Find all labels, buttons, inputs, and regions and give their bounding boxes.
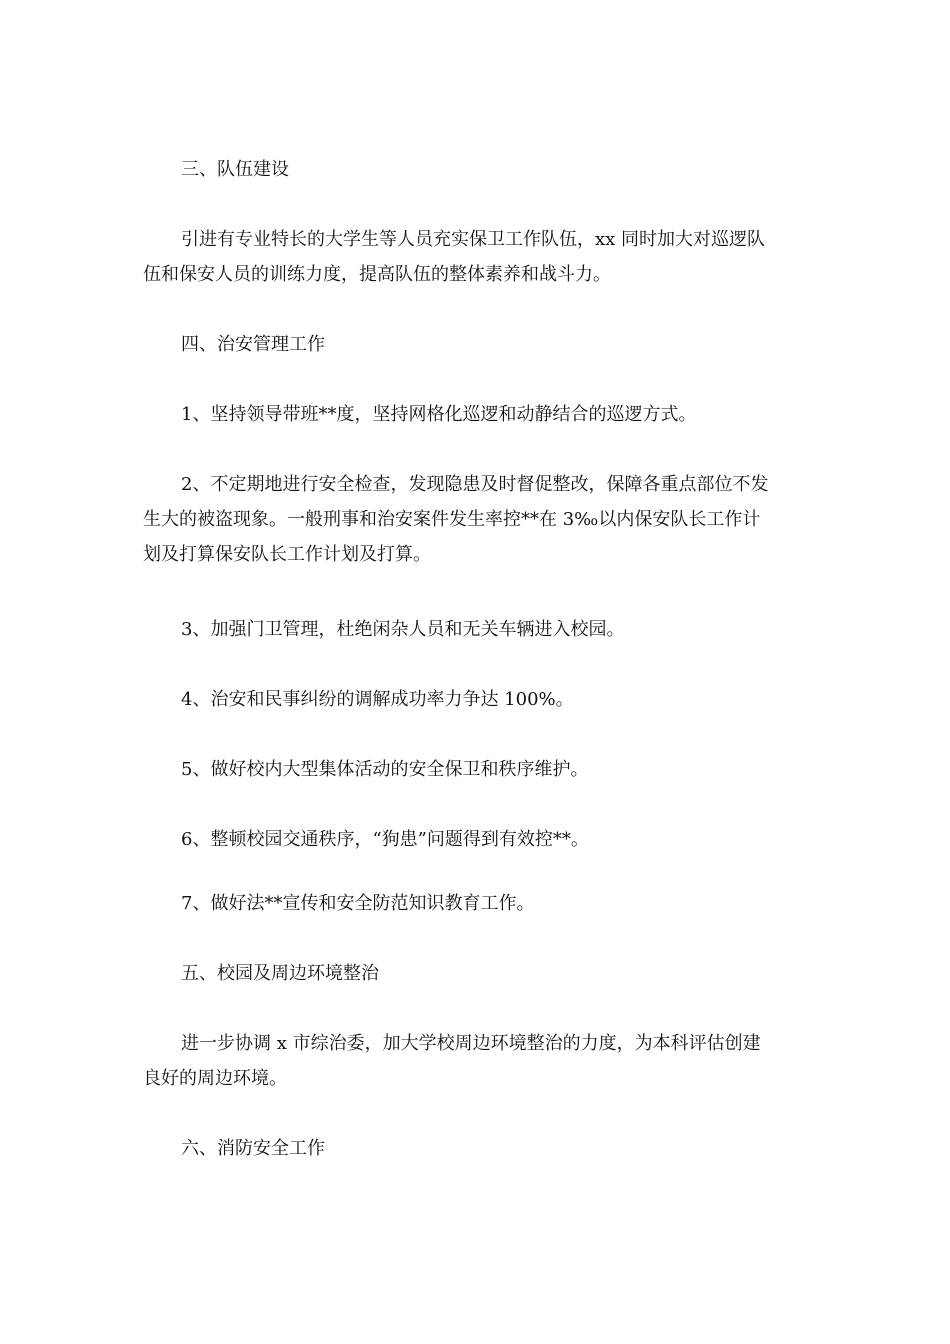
text-line: 2、不定期地进行安全检查，发现隐患及时督促整改，保障各重点部位不发 (181, 474, 769, 495)
text-line: 引进有专业特长的大学生等人员充实保卫工作队伍，xx 同时加大对巡逻队 (181, 229, 766, 250)
paragraph-team-building (143, 222, 808, 292)
list-item-4 (143, 682, 808, 717)
list-item-5 (143, 752, 808, 787)
section-heading-security-management (143, 327, 808, 362)
text-line: 四、治安管理工作 (181, 334, 325, 355)
text-line: 划及打算保安队长工作计划及打算。 (143, 544, 431, 565)
list-item-1 (143, 397, 808, 432)
text-line: 五、校园及周边环境整治 (181, 963, 379, 984)
text-line: 4、治安和民事纠纷的调解成功率力争达 100%。 (181, 689, 574, 710)
text-line: 伍和保安人员的训练力度，提高队伍的整体素养和战斗力。 (143, 264, 611, 285)
text-line: 6、整顿校园交通秩序，“狗患”问题得到有效控**。 (181, 829, 589, 850)
paragraph-campus-environment (143, 1026, 808, 1096)
text-line: 生大的被盗现象。一般刑事和治安案件发生率控**在 3‰以内保安队长工作计 (143, 509, 761, 530)
text-line: 7、做好法**宣传和安全防范知识教育工作。 (181, 893, 535, 914)
text-line: 六、消防安全工作 (181, 1138, 325, 1159)
list-item-6 (143, 822, 808, 857)
text-line: 5、做好校内大型集体活动的安全保卫和秩序维护。 (181, 759, 589, 780)
text-line: 1、坚持领导带班**度，坚持网格化巡逻和动静结合的巡逻方式。 (181, 404, 697, 425)
list-item-7 (143, 886, 808, 921)
list-item-2 (143, 467, 808, 572)
list-item-3 (143, 612, 808, 647)
section-heading-fire-safety (143, 1131, 808, 1166)
text-line: 3、加强门卫管理，杜绝闲杂人员和无关车辆进入校园。 (181, 619, 625, 640)
text-line: 进一步协调 x 市综治委，加大学校周边环境整治的力度，为本科评估创建 (181, 1033, 761, 1054)
section-heading-campus-environment (143, 956, 808, 991)
section-heading-team-building (143, 152, 808, 187)
text-line: 良好的周边环境。 (143, 1068, 287, 1089)
text-line: 三、队伍建设 (181, 159, 289, 180)
